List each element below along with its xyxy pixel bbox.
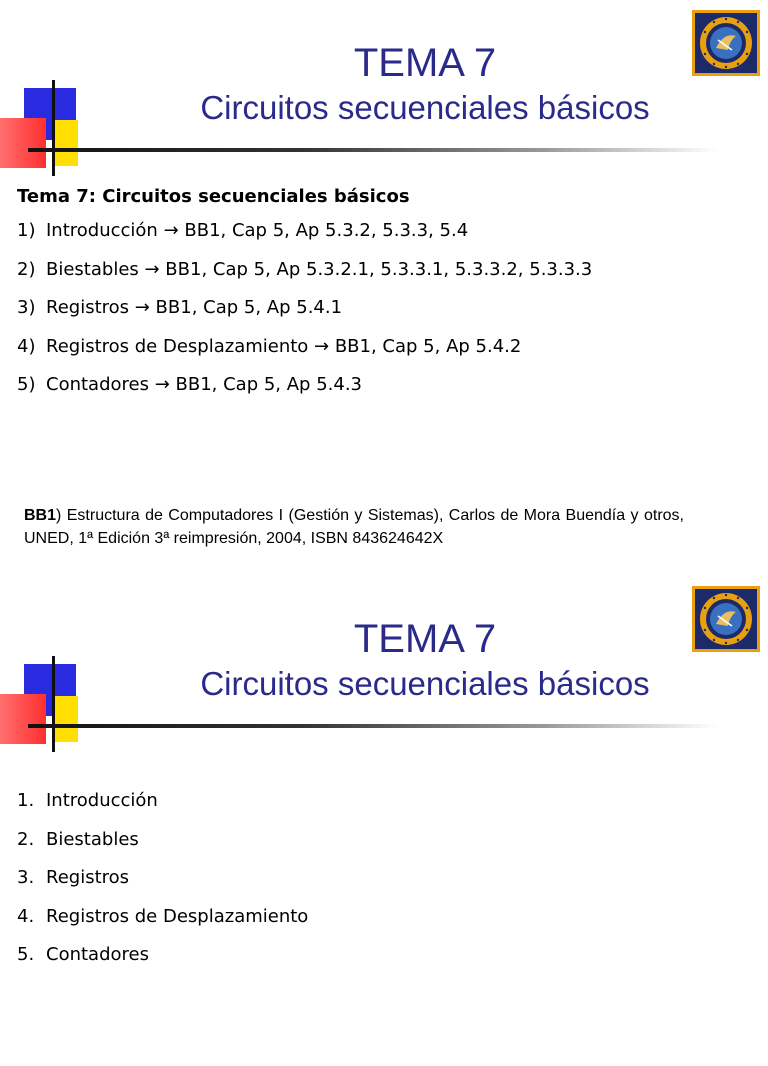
university-seal-icon [692, 10, 760, 76]
list-item [17, 289, 757, 328]
list-number: 1) [17, 220, 36, 241]
list-text: Biestables → BB1, Cap 5, Ap 5.3.2.1, 5.3.3.1, 5.3.3.2, 5.3.3.3 [46, 258, 593, 280]
list-item [17, 782, 308, 821]
list-text: Introducción [46, 790, 158, 811]
list-text: Registros [46, 867, 130, 888]
list-number: 2. [17, 828, 35, 850]
slide-title: TEMA 7 [353, 41, 497, 85]
corner-decoration [0, 576, 120, 766]
decor-red-square [0, 694, 46, 744]
list-item [17, 251, 757, 290]
decor-vertical-line [52, 656, 55, 752]
list-item [17, 898, 308, 937]
list-text: Biestables [46, 828, 139, 850]
list-text: Introducción → BB1, Cap 5, Ap 5.3.2, 5.3.3, 5.4 [46, 220, 469, 241]
list-number: 3. [17, 867, 35, 888]
topic-heading: Tema 7: Circuitos secuenciales básicos [17, 186, 410, 207]
decor-red-square [0, 118, 46, 168]
list-item [17, 328, 757, 367]
slide-1 [0, 0, 768, 490]
list-item [17, 366, 757, 405]
slide-subtitle: Circuitos secuenciales básicos [200, 665, 650, 702]
title-underline [28, 148, 718, 152]
list-number: 1. [17, 790, 35, 811]
corner-decoration [0, 0, 120, 190]
outline-list [17, 782, 308, 975]
university-logo [692, 586, 760, 652]
list-item [17, 212, 757, 251]
reference-label: BB1 [24, 507, 57, 524]
slide-title-block [150, 616, 700, 704]
list-number: 4) [17, 335, 36, 357]
list-text: Contadores → BB1, Cap 5, Ap 5.4.3 [46, 374, 362, 395]
university-logo [692, 10, 760, 76]
list-item [17, 859, 308, 898]
slide-subtitle: Circuitos secuenciales básicos [200, 89, 650, 126]
decor-yellow-square [54, 696, 78, 742]
slide-title-block [150, 40, 700, 128]
topic-outline [17, 782, 308, 975]
list-number: 5. [17, 944, 35, 965]
reference-text: ) Estructura de Computadores I (Gestión y Sistemas), Carlos de Mora Buendía y otros, UNED, 1ª Edición 3ª reimpresión, 2004, ISBN 843624642X [24, 507, 684, 547]
list-number: 4. [17, 905, 35, 927]
list-text: Registros de Desplazamiento [46, 905, 309, 927]
university-seal-icon [692, 586, 760, 652]
list-item [17, 821, 308, 860]
list-text: Registros de Desplazamiento → BB1, Cap 5, Ap 5.4.2 [46, 335, 522, 357]
slide-title: TEMA 7 [353, 617, 497, 661]
topic-list [17, 212, 757, 405]
list-number: 3) [17, 297, 36, 318]
decor-yellow-square [54, 120, 78, 166]
topic-content [17, 182, 757, 405]
bibliography-reference [24, 504, 684, 550]
list-number: 5) [17, 374, 36, 395]
list-item [17, 936, 308, 975]
list-number: 2) [17, 258, 36, 280]
list-text: Contadores [46, 944, 149, 965]
title-underline [28, 724, 718, 728]
list-text: Registros → BB1, Cap 5, Ap 5.4.1 [46, 297, 343, 318]
decor-vertical-line [52, 80, 55, 176]
